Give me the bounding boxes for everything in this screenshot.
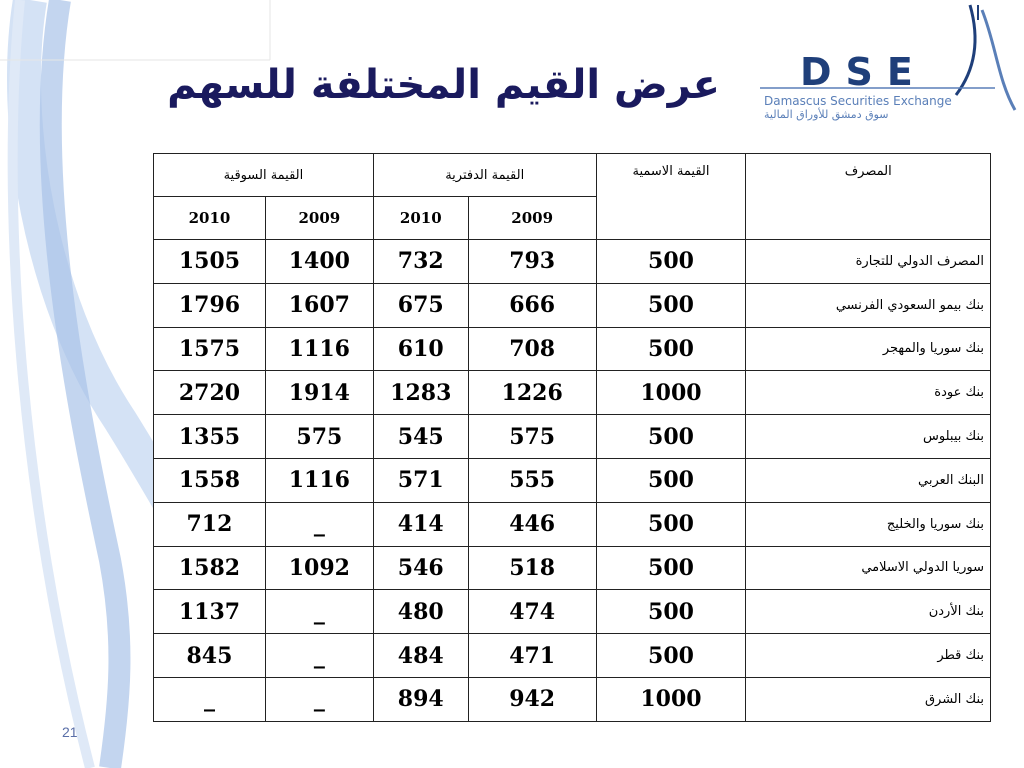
book-value-2010: 894 — [373, 677, 468, 721]
table-row — [154, 458, 991, 502]
table-row — [154, 590, 991, 634]
book-value-2009: 942 — [468, 677, 596, 721]
market-value-2010: _ — [154, 677, 266, 721]
market-value-2009: 1116 — [265, 327, 373, 371]
nominal-value: 500 — [596, 502, 746, 546]
bank-name: بنك قطر — [746, 634, 991, 678]
book-value-2010: 546 — [373, 546, 468, 590]
book-value-2010: 571 — [373, 458, 468, 502]
bank-name: البنك العربي — [746, 458, 991, 502]
book-value-2010: 484 — [373, 634, 468, 678]
market-value-2010: 1796 — [154, 283, 266, 327]
table-row — [154, 327, 991, 371]
nominal-value: 500 — [596, 634, 746, 678]
book-value-2010: 675 — [373, 283, 468, 327]
nominal-value: 1000 — [596, 371, 746, 415]
table-body — [154, 240, 991, 722]
table-row — [154, 502, 991, 546]
market-value-2010: 712 — [154, 502, 266, 546]
table-row — [154, 677, 991, 721]
market-value-2009: 1914 — [265, 371, 373, 415]
book-value-2009: 793 — [468, 240, 596, 284]
header-book-2010: 2010 — [373, 197, 468, 240]
bank-name: بنك سوريا والخليج — [746, 502, 991, 546]
bank-name: بنك عودة — [746, 371, 991, 415]
market-value-2009: _ — [265, 502, 373, 546]
nominal-value: 500 — [596, 327, 746, 371]
market-value-2010: 1355 — [154, 415, 266, 459]
dse-logo — [760, 0, 1024, 130]
header-market-2010: 2010 — [154, 197, 266, 240]
share-values-table — [153, 153, 991, 722]
bank-name: بنك الأردن — [746, 590, 991, 634]
bank-name: بنك سوريا والمهجر — [746, 327, 991, 371]
market-value-2009: 1092 — [265, 546, 373, 590]
book-value-2010: 610 — [373, 327, 468, 371]
bank-name: بنك بيمو السعودي الفرنسي — [746, 283, 991, 327]
nominal-value: 500 — [596, 283, 746, 327]
bank-name: بنك الشرق — [746, 677, 991, 721]
header-market-2009: 2009 — [265, 197, 373, 240]
book-value-2010: 414 — [373, 502, 468, 546]
header-nominal-value: القيمة الاسمية — [596, 154, 746, 240]
table-row — [154, 283, 991, 327]
market-value-2010: 1575 — [154, 327, 266, 371]
book-value-2009: 666 — [468, 283, 596, 327]
logo-letters: DSE — [800, 50, 927, 94]
table-row — [154, 371, 991, 415]
market-value-2009: 1116 — [265, 458, 373, 502]
bank-name: بنك بيبلوس — [746, 415, 991, 459]
header-row — [154, 154, 991, 197]
book-value-2010: 732 — [373, 240, 468, 284]
book-value-2009: 471 — [468, 634, 596, 678]
header-bank: المصرف — [746, 154, 991, 240]
table-row — [154, 546, 991, 590]
nominal-value: 500 — [596, 590, 746, 634]
book-value-2010: 1283 — [373, 371, 468, 415]
book-value-2009: 1226 — [468, 371, 596, 415]
book-value-2009: 708 — [468, 327, 596, 371]
market-value-2009: 575 — [265, 415, 373, 459]
book-value-2009: 575 — [468, 415, 596, 459]
market-value-2010: 2720 — [154, 371, 266, 415]
table-row — [154, 634, 991, 678]
nominal-value: 500 — [596, 458, 746, 502]
book-value-2009: 555 — [468, 458, 596, 502]
logo-arabic-name: سوق دمشق للأوراق المالية — [764, 108, 889, 121]
market-value-2010: 1558 — [154, 458, 266, 502]
table-row — [154, 240, 991, 284]
market-value-2009: 1400 — [265, 240, 373, 284]
book-value-2009: 446 — [468, 502, 596, 546]
page-title: عرض القيم المختلفة للسهم — [167, 62, 720, 108]
nominal-value: 500 — [596, 546, 746, 590]
nominal-value: 500 — [596, 415, 746, 459]
market-value-2010: 1137 — [154, 590, 266, 634]
slide-number: 21 — [62, 724, 78, 740]
market-value-2010: 1582 — [154, 546, 266, 590]
book-value-2009: 518 — [468, 546, 596, 590]
logo-english-name: Damascus Securities Exchange — [764, 94, 952, 108]
nominal-value: 1000 — [596, 677, 746, 721]
market-value-2010: 845 — [154, 634, 266, 678]
market-value-2010: 1505 — [154, 240, 266, 284]
book-value-2009: 474 — [468, 590, 596, 634]
market-value-2009: _ — [265, 677, 373, 721]
bank-name: سوريا الدولي الاسلامي — [746, 546, 991, 590]
book-value-2010: 480 — [373, 590, 468, 634]
header-book-value: القيمة الدفترية — [373, 154, 596, 197]
market-value-2009: 1607 — [265, 283, 373, 327]
nominal-value: 500 — [596, 240, 746, 284]
market-value-2009: _ — [265, 590, 373, 634]
table-row — [154, 415, 991, 459]
book-value-2010: 545 — [373, 415, 468, 459]
market-value-2009: _ — [265, 634, 373, 678]
bank-name: المصرف الدولي للتجارة — [746, 240, 991, 284]
header-market-value: القيمة السوقية — [154, 154, 374, 197]
header-book-2009: 2009 — [468, 197, 596, 240]
